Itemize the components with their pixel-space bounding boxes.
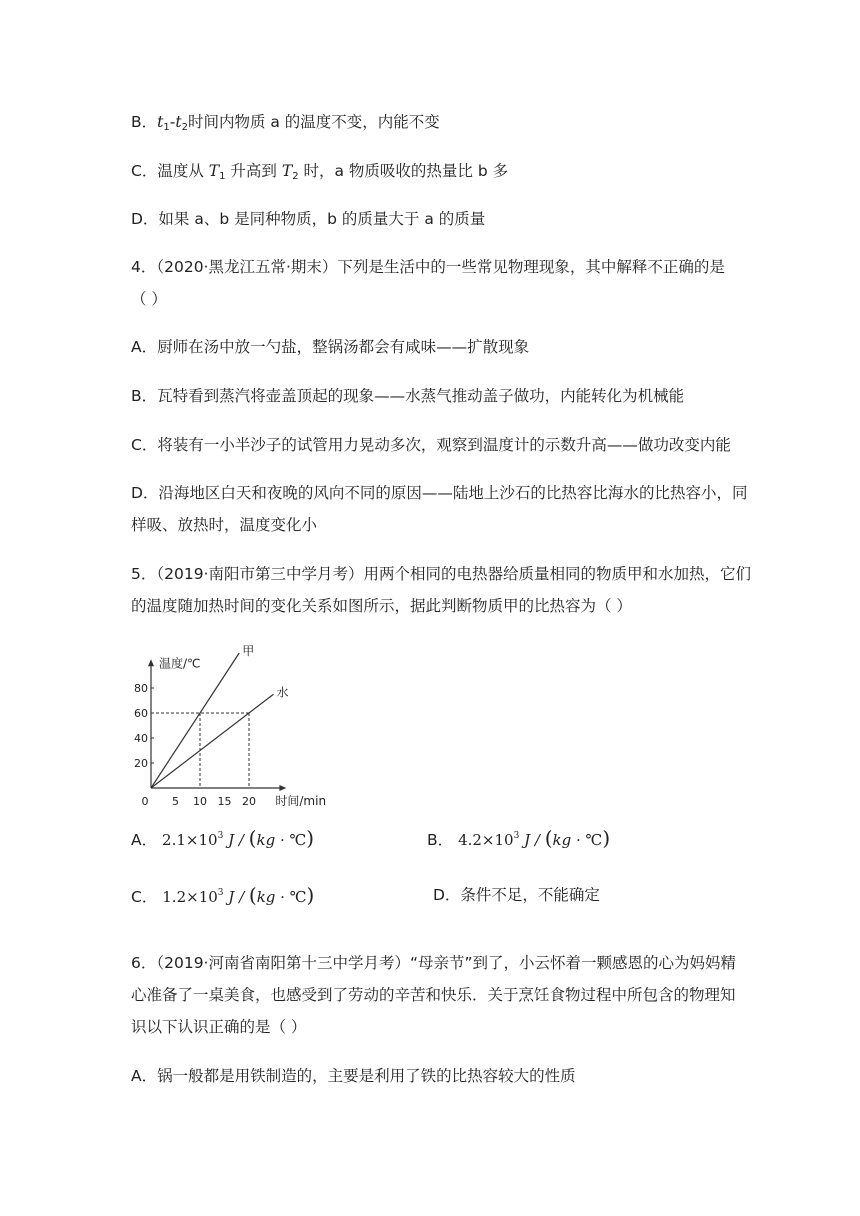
q5-option-b: B． $4.2\times 10^3$ J / (kg · ℃) <box>427 826 611 850</box>
q5-stem-line2: 的温度随加热时间的变化关系如图所示，据此判断物质甲的比热容为（ ） <box>131 597 632 615</box>
q4-option-d-line1: D．沿海地区白天和夜晚的风向不同的原因——陆地上沙石的比热容比海水的比热容小，同 <box>131 484 748 502</box>
q6-option-a: A．锅一般都是用铁制造的，主要是利用了铁的比热容较大的性质 <box>131 1067 576 1085</box>
q3-option-b: B．$t_1-t_2$时间内物质 a 的温度不变，内能不变 <box>131 113 440 133</box>
x-axis-label: 时间/min <box>275 794 327 806</box>
q4-option-c: C．将装有一小半沙子的试管用力晃动多次，观察到温度计的示数升高——做功改变内能 <box>131 436 731 454</box>
q3-option-d: D．如果 a、b 是同种物质，b 的质量大于 a 的质量 <box>131 210 486 228</box>
q5-option-c: C． $1.2\times 10^3$ J / (kg · ℃) <box>131 883 315 907</box>
x-tick-label-10: 10 <box>193 795 207 806</box>
q5-option-d: D．条件不足，不能确定 <box>433 886 600 904</box>
q4-option-d-line2: 样吸、放热时，温度变化小 <box>131 516 318 534</box>
q4-stem-line2: （ ） <box>131 290 167 308</box>
series-label-1: 水 <box>276 685 289 700</box>
q4-option-a: A．厨师在汤中放一勺盐，整锅汤都会有咸味——扩散现象 <box>131 338 530 356</box>
q6-stem-line3: 识以下认识正确的是（ ） <box>131 1018 307 1036</box>
q6-stem-line1: 6．（2019·河南省南阳第十三中学月考）“母亲节”到了，小云怀着一颗感恩的心为妈妈精 <box>131 954 737 972</box>
temperature-time-graph <box>131 636 341 806</box>
q5-option-a: A． $2.1\times 10^3$ J / (kg · ℃) <box>131 826 315 850</box>
graph-svg <box>131 636 341 806</box>
y-tick-label-20: 20 <box>134 757 148 770</box>
x-axis-arrow <box>279 785 286 791</box>
x-tick-label-5: 5 <box>172 795 179 806</box>
y-axis-arrow <box>148 659 154 666</box>
x-tick-label-15: 15 <box>217 795 232 806</box>
q6-stem-line2: 心准备了一桌美食，也感受到了劳动的辛苦和快乐．关于烹饪食物过程中所包含的物理知 <box>131 986 736 1004</box>
y-axis-label: 温度/℃ <box>159 656 201 671</box>
y-tick-label-60: 60 <box>134 707 148 720</box>
q4-option-b: B．瓦特看到蒸汽将壶盖顶起的现象——水蒸气推动盖子做功，内能转化为机械能 <box>131 387 685 405</box>
q5-stem-line1: 5．（2019·南阳市第三中学月考）用两个相同的电热器给质量相同的物质甲和水加热，它们 <box>131 565 751 583</box>
series-line-1 <box>151 694 274 788</box>
y-tick-label-80: 80 <box>134 682 148 695</box>
x-tick-label-0: 0 <box>141 795 149 806</box>
q3-option-c: C．温度从 $T_1$ 升高到 $T_2$ 时，a 物质吸收的热量比 b 多 <box>131 162 509 182</box>
x-tick-label-20: 20 <box>242 795 256 806</box>
q4-stem-line1: 4．（2020·黑龙江五常·期末）下列是生活中的一些常见物理现象，其中解释不正确的是 <box>131 258 725 276</box>
y-tick-label-40: 40 <box>134 732 148 745</box>
series-label-0: 甲 <box>242 644 255 658</box>
series-line-0 <box>151 653 239 788</box>
